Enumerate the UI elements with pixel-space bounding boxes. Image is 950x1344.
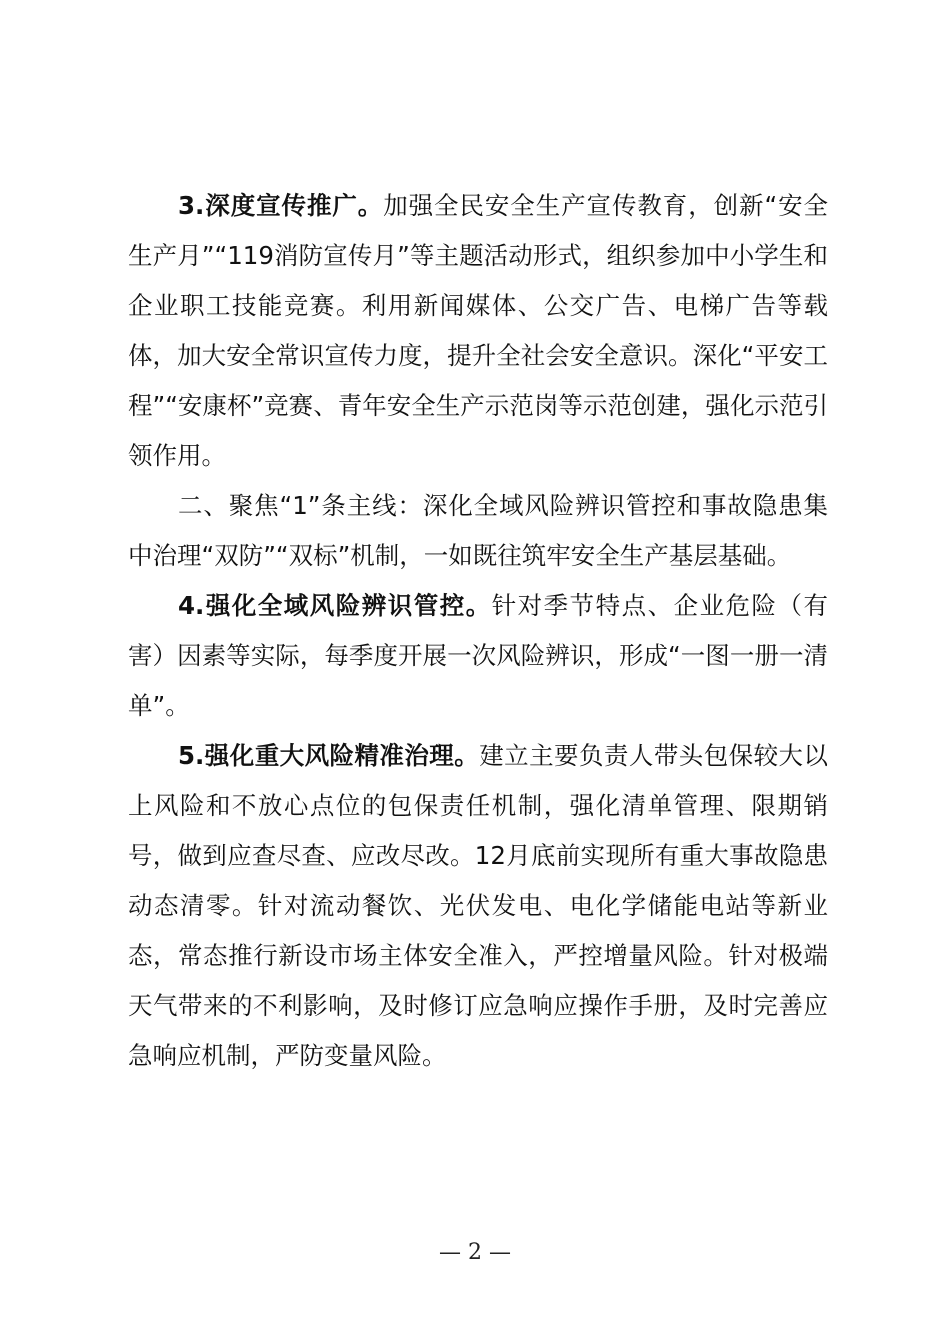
- document-body: [128, 181, 828, 1081]
- paragraph-4-risk-identification: [128, 581, 828, 731]
- paragraph-text: 针对季节特点、企业危险（有害）因素等实际，每季度开展一次风险辨识，形成“一图一册一清单”。: [128, 591, 829, 720]
- paragraph-heading: 3.深度宣传推广。: [178, 191, 384, 220]
- paragraph-5-major-risk-governance: [128, 731, 828, 1081]
- section-heading-two: [128, 481, 828, 581]
- paragraph-heading: 5.强化重大风险精准治理。: [178, 741, 480, 770]
- paragraph-heading: 4.强化全域风险辨识管控。: [178, 591, 492, 620]
- paragraph-text: 加强全民安全生产宣传教育，创新“安全生产月”“119消防宣传月”等主题活动形式，组织参加中小学生和企业职工技能竞赛。利用新闻媒体、公交广告、电梯广告等载体，加大安全常识宣传力度，提升全社会安全意识。深化“平安工程”“安康杯”竞赛、青年安全生产示范岗等示范创建，强化示范引领作用。: [128, 191, 828, 470]
- paragraph-3-publicity: [128, 181, 828, 481]
- page-number: — 2 —: [439, 1240, 511, 1265]
- paragraph-text: 二、聚焦“1”条主线：深化全域风险辨识管控和事故隐患集中治理“双防”“双标”机制，一如既往筑牢安全生产基层基础。: [128, 491, 828, 570]
- paragraph-text: 建立主要负责人带头包保较大以上风险和不放心点位的包保责任机制，强化清单管理、限期销号，做到应查尽查、应改尽改。12月底前实现所有重大事故隐患动态清零。针对流动餐饮、光伏发电、电化学储能电站等新业态，常态推行新设市场主体安全准入，严控增量风险。针对极端天气带来的不利影响，及时修订应急响应操作手册，及时完善应急响应机制，严防变量风险。: [128, 741, 828, 1070]
